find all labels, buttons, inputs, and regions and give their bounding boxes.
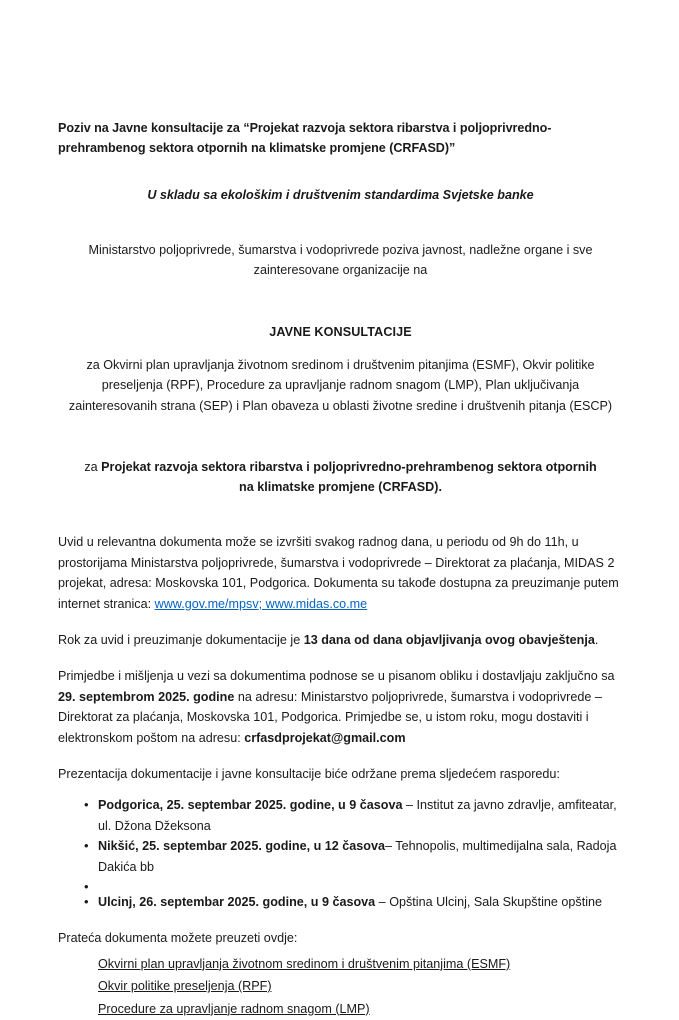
project-prefix: za <box>84 460 102 475</box>
page-title-line-2: prehrambenog sektora otpornih na klimatske promjene (CRFASD)” <box>58 141 456 156</box>
comments-text-1: Primjedbe i mišljenja u vezi sa dokumentima podnose se u pisanom obliku i dostavljaju zaključno sa <box>58 669 615 684</box>
link-separator: ; <box>258 596 266 611</box>
download-link-lmp[interactable]: Procedure za upravljanje radnom snagom (LMP) <box>98 1001 370 1016</box>
schedule-item-title: Nikšić, 25. septembar 2025. godine, u 12 časova <box>98 839 385 854</box>
schedule-item-detail: – Institut za javno zdravlje, amfiteatar, ul. Džona Džeksona <box>98 798 617 833</box>
list-item <box>58 795 623 836</box>
downloads-intro: Prateća dokumenta možete preuzeti ovdje: <box>58 931 298 946</box>
list-item <box>58 892 623 912</box>
schedule-item-detail: – Tehnopolis, multimedijalna sala, Radoja Dakića bb <box>98 839 617 874</box>
spacer <box>58 614 623 630</box>
list-item <box>98 998 623 1020</box>
project-name: Projekat razvoja sektora ribarstva i poljoprivredno-prehrambenog sektora otpornih na klimatske promjene (CRFASD). <box>101 460 597 495</box>
page-title <box>58 118 623 159</box>
deadline-value: 13 dana od dana objavljivanja ovog obavještenja <box>303 633 595 648</box>
comments-paragraph <box>58 666 623 748</box>
deadline-prefix: Rok za uvid i preuzimanje dokumentacije je <box>58 633 304 648</box>
list-item <box>98 953 623 975</box>
spacer <box>58 428 623 444</box>
access-paragraph-text: Uvid u relevantna dokumenta može se izvršiti svakog radnog dana, u periodu od 9h do 11h, u prostorijama Ministarstva poljoprivrede, šumarstva i vodoprivrede – Direktorat za plaćanja, MIDAS 2 projekat, adresa: Moskovska 101, Podgorica. Dokumenta su takođe dostupna za preuzimanje putem internet stranica: <box>58 535 619 611</box>
spacer <box>58 293 623 309</box>
schedule-item-title: Ulcinj, 26. septembar 2025. godine, u 9 časova <box>98 894 376 909</box>
schedule-item-title: Podgorica, 25. septembar 2025. godine, u 9 časova <box>98 798 403 813</box>
download-link-esmf[interactable]: Okvirni plan upravljanja životnom sredinom i društvenim pitanjima (ESMF) <box>98 956 511 971</box>
spacer <box>58 912 623 928</box>
spacer <box>58 650 623 666</box>
contact-email[interactable]: crfasdprojekat@gmail.com <box>244 730 406 745</box>
consultations-heading: JAVNE KONSULTACIJE <box>269 324 412 339</box>
spacer <box>58 205 623 227</box>
schedule-item-detail: – Opština Ulcinj, Sala Skupštine opštine <box>375 894 602 909</box>
spacer <box>58 784 623 795</box>
deadline-paragraph <box>58 630 623 650</box>
link-midas[interactable]: www.midas.co.me <box>265 596 368 611</box>
download-link-rpf[interactable]: Okvir politike preseljenja (RPF) <box>98 979 272 994</box>
access-paragraph <box>58 532 623 614</box>
consultations-scope: za Okvirni plan upravljanja životnom sredinom i društvenim pitanjima (ESMF), Okvir politike preseljenja (RPF), Procedure za upravljanje radnom snagom (LMP), Plan uključivanja zainteresovanih strana (SEP) i Plan obaveza u oblasti životne sredine i društvenih pitanja (ESCP) <box>68 357 613 413</box>
download-links-list <box>58 953 623 1020</box>
link-gov-me[interactable]: www.gov.me/mpsv <box>154 596 259 611</box>
schedule-intro: Prezentacija dokumentacije i javne konsultacije biće održane prema sljedećem rasporedu: <box>58 766 560 781</box>
deadline-suffix: . <box>594 633 599 648</box>
list-spacer <box>58 877 623 892</box>
spacer <box>58 748 623 764</box>
comments-text-2: na adresu: Ministarstvo poljoprivrede, šumarstva i vodoprivrede – Direktorat za plaćanja, Moskovska 101, Podgorica. Primjedbe se, u istom roku, mogu dostaviti i elektronskom poštom na adresu: <box>58 689 602 745</box>
project-line <box>58 457 623 498</box>
page-title-line-1: Poziv na Javne konsultacije za “Projekat razvoja sektora ribarstva i poljoprivredno- <box>58 121 552 135</box>
comments-deadline-date: 29. septembrom 2025. godine <box>58 689 235 704</box>
invitation-paragraph: Ministarstvo poljoprivrede, šumarstva i vodoprivrede poziva javnost, nadležne organe i sve zainteresovane organizacije na <box>88 242 593 278</box>
spacer <box>58 510 623 532</box>
schedule-list <box>58 795 623 912</box>
subtitle-standards: U skladu sa ekološkim i društvenim standardima Svjetske banke <box>147 187 534 202</box>
list-item <box>58 836 623 877</box>
list-item <box>98 975 623 997</box>
